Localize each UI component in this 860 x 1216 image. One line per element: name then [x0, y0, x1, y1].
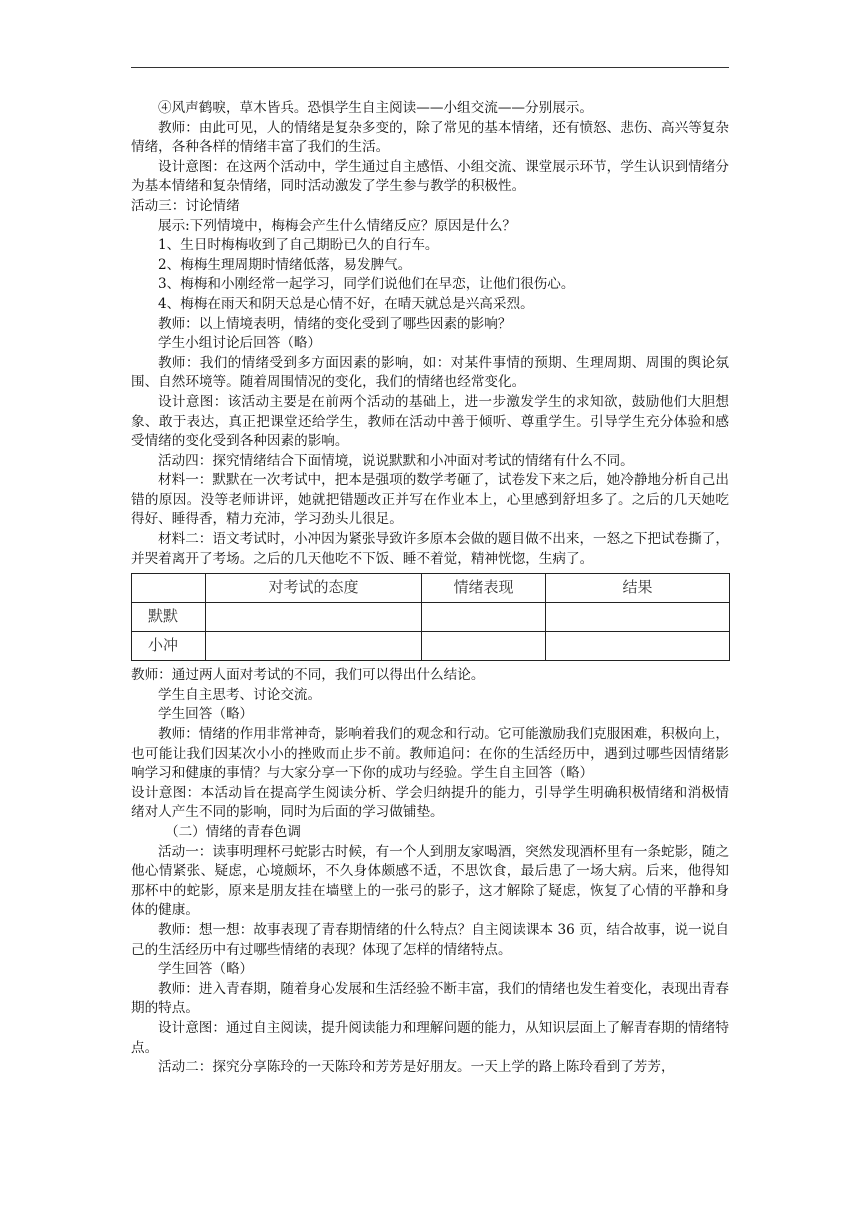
- table-header-cell: 情绪表现: [422, 574, 546, 603]
- paragraph: 学生回答（略）: [158, 706, 254, 723]
- document-body: [131, 99, 729, 1078]
- table-cell: [422, 603, 546, 632]
- table-header-cell: 结果: [546, 574, 730, 603]
- table-header-cell: [132, 574, 206, 603]
- row-header-cell: 小冲: [132, 632, 206, 661]
- paragraph: 教师：我们的情绪受到多方面因素的影响，如：对某件事情的预期、生理周期、周围的舆论氛围、自然环境等。随着周围情况的变化，我们的情绪也经常变化。: [131, 354, 729, 391]
- paragraph: 教师：由此可见，人的情绪是复杂多变的，除了常见的基本情绪，还有愤怒、悲伤、高兴等复杂情绪，各种各样的情绪丰富了我们的生活。: [131, 119, 729, 156]
- section-heading: （二）情绪的青春色调: [165, 824, 301, 840]
- paragraph: 教师：情绪的作用非常神奇，影响着我们的观念和行动。它可能激励我们克服困难，积极向上，也可能让我们因某次小小的挫败而止步不前。教师追问：在你的生活经历中，遇到过哪些因情绪影响学习和健康的事情？与大家分享一下你的成功与经验。学生自主回答（略）: [131, 726, 729, 782]
- paragraph: 材料一：默默在一次考试中，把本是强项的数学考砸了，试卷发下来之后，她冷静地分析自己出错的原因。没等老师讲评，她就把错题改正并写在作业本上，心里感到舒坦多了。之后的几天她吃得好、睡得香，精力充沛，学习劲头儿很足。: [131, 472, 729, 528]
- header-rule: [131, 67, 729, 68]
- paragraph: 材料二：语文考试时，小冲因为紧张导致许多原本会做的题目做不出来，一怒之下把试卷撕了，并哭着离开了考场。之后的几天他吃不下饭、睡不着觉，精神恍惚，生病了。: [131, 531, 729, 567]
- table-header-row: [132, 574, 730, 603]
- paragraph: 教师：进入青春期，随着身心发展和生活经验不断丰富，我们的情绪也发生着变化，表现出青春期的特点。: [131, 980, 729, 1017]
- list-item: 2、梅梅生理周期时情绪低落，易发脾气。: [158, 256, 412, 273]
- paragraph: 活动一：读事明理杯弓蛇影古时候，有一个人到朋友家喝酒，突然发现酒杯里有一条蛇影，随之他心情紧张、疑虑，心境颇坏，不久身体颇感不适，不思饮食，最后患了一场大病。后来，他得知那杯中的蛇影，原来是朋友挂在墙壁上的一张弓的影子，这才解除了疑虑，恢复了心情的平静和身体的健康。: [131, 843, 729, 919]
- paragraph: ④风声鹤唳，草木皆兵。恐惧学生自主阅读——小组交流——分别展示。: [158, 100, 593, 116]
- row-header-cell: 默默: [132, 603, 206, 632]
- paragraph: 学生自主思考、讨论交流。: [158, 686, 322, 703]
- paragraph: 设计意图：该活动主要是在前两个活动的基础上，进一步激发学生的求知欲，鼓励他们大胆想象、敢于表达，真正把课堂还给学生，教师在活动中善于倾听、尊重学生。引导学生充分体验和感受情绪的变化受到各种因素的影响。: [131, 393, 729, 450]
- paragraph: 活动四：探究情绪结合下面情境，说说默默和小冲面对考试的情绪有什么不同。: [158, 452, 634, 469]
- paragraph: 教师：以上情境表明，情绪的变化受到了哪些因素的影响？: [158, 315, 512, 332]
- table-row: [132, 603, 730, 632]
- table-header-cell: 对考试的态度: [206, 574, 422, 603]
- paragraph: 设计意图：在这两个活动中，学生通过自主感悟、小组交流、课堂展示环节，学生认识到情绪分为基本情绪和复杂情绪，同时活动激发了学生参与教学的积极性。: [131, 158, 729, 195]
- paragraph: 设计意图：通过自主阅读，提升阅读能力和理解问题的能力，从知识层面上了解青春期的情绪特点。: [131, 1019, 729, 1056]
- table-cell: [206, 603, 422, 632]
- section-heading: 活动三：讨论情绪: [131, 197, 240, 214]
- paragraph: 活动二：探究分享陈玲的一天陈玲和芳芳是好朋友。一天上学的路上陈玲看到了芳芳，: [158, 1059, 675, 1076]
- paragraph: 展示:下列情境中，梅梅会产生什么情绪反应？原因是什么？: [158, 217, 517, 234]
- table-cell: [546, 603, 730, 632]
- table-cell: [422, 632, 546, 661]
- list-item: 3、梅梅和小刚经常一起学习，同学们说他们在早恋，让他们很伤心。: [158, 276, 575, 293]
- paragraph: 学生小组讨论后回答（略）: [158, 335, 322, 352]
- list-item: 1、生日时梅梅收到了自己期盼已久的自行车。: [158, 237, 439, 254]
- table-cell: [546, 632, 730, 661]
- paragraph: 教师：想一想：故事表现了青春期情绪的什么特点？自主阅读课本 36 页，结合故事，说一说自己的生活经历中有过哪些情绪的表现？体现了怎样的情绪特点。: [131, 921, 729, 958]
- table-cell: [206, 632, 422, 661]
- paragraph: 设计意图：本活动旨在提高学生阅读分析、学会归纳提升的能力，引导学生明确积极情绪和消极情绪对人产生不同的影响，同时为后面的学习做铺垫。: [131, 784, 729, 821]
- paragraph: 教师：通过两人面对考试的不同，我们可以得出什么结论。: [131, 667, 485, 684]
- exam-attitude-table: [131, 573, 730, 661]
- list-item: 4、梅梅在雨天和阴天总是心情不好，在晴天就总是兴高采烈。: [158, 295, 534, 312]
- table-row: [132, 632, 730, 661]
- paragraph: 学生回答（略）: [158, 961, 254, 978]
